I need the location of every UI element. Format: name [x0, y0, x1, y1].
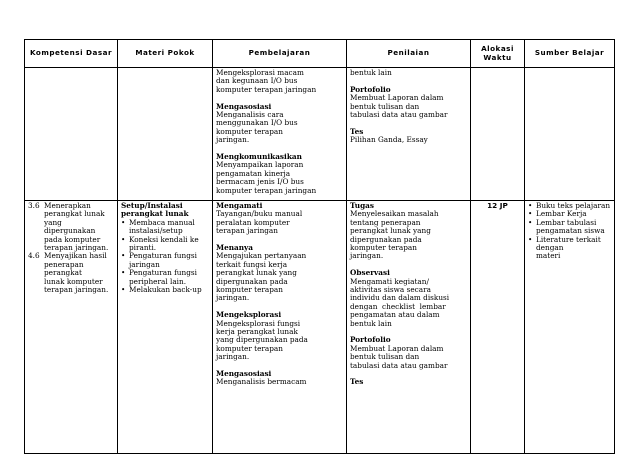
bullet-icon: • [121, 251, 126, 261]
text-line: bentuk tulisan dan [350, 352, 420, 362]
text-line: perangkat lunak [44, 209, 105, 219]
cell-materi-1 [118, 68, 213, 201]
text-line: Membuat Laporan dalam [350, 343, 444, 353]
alokasi-value: 12 JP [487, 201, 508, 210]
list-item [121, 286, 209, 294]
text-line: bentuk lain [350, 68, 392, 77]
cell-kompetensi-2 [25, 201, 118, 454]
sumber-list [528, 202, 611, 261]
text-line: pengamatan kinerja [216, 168, 291, 178]
section-title-menanya: Menanya [216, 243, 254, 253]
text-line: Tayangan/buku manual [216, 209, 303, 219]
text-line: materi [536, 251, 561, 261]
section-title-tes: Tes [350, 377, 364, 387]
list-item [121, 236, 209, 253]
text-line: Lembar tabulasi [536, 217, 597, 227]
list-item [121, 252, 209, 269]
text-line: terapan jaringan [216, 226, 278, 236]
text-line: komputer terapan jaringan [216, 185, 317, 195]
syllabus-table [24, 39, 615, 454]
bullet-icon: • [121, 268, 126, 278]
text-line: jaringan. [216, 293, 250, 303]
text-line: instalasi/setup [129, 226, 183, 236]
text-line: pada komputer [44, 234, 101, 244]
section-title-portofolio: Portofolio [350, 335, 391, 345]
text-line: dipergunakan pada [216, 276, 288, 286]
text-line: jaringan. [216, 135, 250, 145]
header-row [25, 40, 615, 68]
text-line: dengan checklist lembar [350, 301, 446, 311]
header-kompetensi: Kompetensi Dasar [25, 40, 118, 68]
cell-alokasi-1 [471, 68, 525, 201]
text-line: Melakukan back-up [129, 285, 202, 295]
text-line: Menyampaikan laporan [216, 160, 304, 170]
table-row [25, 201, 615, 454]
text-line: Pilihan Ganda, Essay [350, 135, 428, 145]
text-line: komputer terapan [350, 243, 417, 253]
list-item [121, 219, 209, 236]
kompetensi-item [28, 202, 114, 252]
cell-pembelajaran-1 [213, 68, 347, 201]
text-line: dan kegunaan I/O bus [216, 76, 298, 86]
section-title-mengasosiasi: Mengasosiasi [216, 369, 272, 379]
text-line: yang dipergunakan [44, 217, 96, 236]
header-alokasi [471, 40, 525, 68]
text-line: kerja perangkat lunak [216, 327, 298, 337]
text-line: jaringan. [216, 352, 250, 362]
text-line: Membuat Laporan dalam [350, 93, 444, 103]
text-line: Menganalisis bermacam [216, 377, 307, 387]
header-pembelajaran: Pembelajaran [213, 40, 347, 68]
text-line: individu dan dalam diskusi [350, 293, 450, 303]
text-line: jaringan [129, 259, 160, 269]
bullet-icon: • [528, 201, 533, 210]
cell-penilaian-1 [347, 68, 471, 201]
list-item [528, 236, 611, 261]
cell-materi-2 [118, 201, 213, 454]
bullet-icon: • [528, 234, 533, 244]
text-line: dipergunakan pada [350, 234, 422, 244]
text-line: Menyelesaikan masalah [350, 209, 439, 219]
kompetensi-number: 3.6 [28, 201, 40, 210]
text-line: bermacam jenis I/O bus [216, 177, 304, 187]
text-line: komputer terapan [216, 126, 283, 136]
kompetensi-item [28, 252, 114, 294]
text-line: Mengamati kegiatan/ [350, 276, 429, 286]
text-line: perangkat lunak yang [350, 226, 431, 236]
text-line: terapan jaringan. [44, 243, 109, 253]
header-materi: Materi Pokok [118, 40, 213, 68]
text-line: Mengeksplorasi fungsi [216, 318, 301, 328]
text-line: Pengaturan fungsi [129, 251, 197, 261]
text-line: peripheral lain. [129, 276, 187, 286]
text-line: Lembar Kerja [536, 209, 587, 219]
header-alokasi-text: Alokasi Waktu [481, 44, 514, 62]
list-item [121, 269, 209, 286]
text-line: komputer terapan [216, 285, 283, 295]
materi-title: perangkat lunak [121, 209, 189, 219]
cell-sumber-2 [525, 201, 615, 454]
text-line: perangkat lunak yang [216, 268, 297, 278]
kompetensi-number: 4.6 [28, 251, 40, 261]
text-line: piranti. [129, 243, 157, 253]
text-line: menggunakan I/O bus [216, 118, 298, 128]
text-line: terapan jaringan. [44, 285, 109, 295]
text-line: komputer terapan [216, 343, 283, 353]
text-line: Koneksi kendali ke [129, 234, 199, 244]
header-sumber: Sumber Belajar [525, 40, 615, 68]
section-title-tes: Tes [350, 126, 364, 136]
cell-alokasi-2 [471, 201, 525, 454]
bullet-icon: • [528, 209, 533, 219]
materi-list [121, 219, 209, 295]
header-penilaian: Penilaian [347, 40, 471, 68]
text-line: pengamatan atau dalam [350, 310, 440, 320]
text-line: Mengeksplorasi macam [216, 68, 304, 77]
text-line: Menganalisis cara [216, 110, 284, 120]
text-line: tabulasi data atau gambar [350, 110, 448, 120]
cell-sumber-1 [525, 68, 615, 201]
section-title-portofolio: Portofolio [350, 84, 391, 94]
section-title-tugas: Tugas [350, 201, 375, 210]
text-line: peralatan komputer [216, 217, 290, 227]
text-line: Literature terkait dengan [536, 234, 601, 253]
text-line: Buku teks pelajaran [536, 201, 611, 210]
bullet-icon: • [121, 285, 126, 295]
text-line: jaringan. [350, 251, 384, 261]
text-line: terkait fungsi kerja [216, 259, 288, 269]
bullet-icon: • [121, 217, 126, 227]
section-title-mengkomunikasikan: Mengkomunikasikan [216, 152, 302, 162]
text-line: bentuk tulisan dan [350, 101, 420, 111]
table-row [25, 68, 615, 201]
cell-penilaian-2 [347, 201, 471, 454]
section-title-observasi: Observasi [350, 268, 390, 278]
section-title-mengamati: Mengamati [216, 201, 263, 210]
section-title-mengeksplorasi: Mengeksplorasi [216, 310, 282, 320]
cell-kompetensi-1 [25, 68, 118, 201]
text-line: Mengajukan pertanyaan [216, 251, 307, 261]
text-line: bentuk lain [350, 318, 392, 328]
text-line: tentang penerapan [350, 217, 421, 227]
text-line: yang dipergunakan pada [216, 335, 308, 345]
text-line: Membaca manual [129, 217, 195, 227]
section-title-mengasosiasi: Mengasosiasi [216, 101, 272, 111]
text-line: pengamatan siswa [536, 226, 605, 236]
bullet-icon: • [121, 234, 126, 244]
text-line: Menerapkan [44, 201, 91, 210]
cell-pembelajaran-2 [213, 201, 347, 454]
text-line: aktivitas siswa secara [350, 285, 431, 295]
materi-title: Setup/Instalasi [121, 201, 183, 210]
text-line: komputer terapan jaringan [216, 84, 317, 94]
list-item [528, 219, 611, 236]
text-line: lunak komputer [44, 276, 103, 286]
text-line: Menyajikan hasil [44, 251, 107, 261]
text-line: Pengaturan fungsi [129, 268, 197, 278]
text-line: tabulasi data atau gambar [350, 360, 448, 370]
text-line: penerapan perangkat [44, 259, 84, 278]
bullet-icon: • [528, 217, 533, 227]
